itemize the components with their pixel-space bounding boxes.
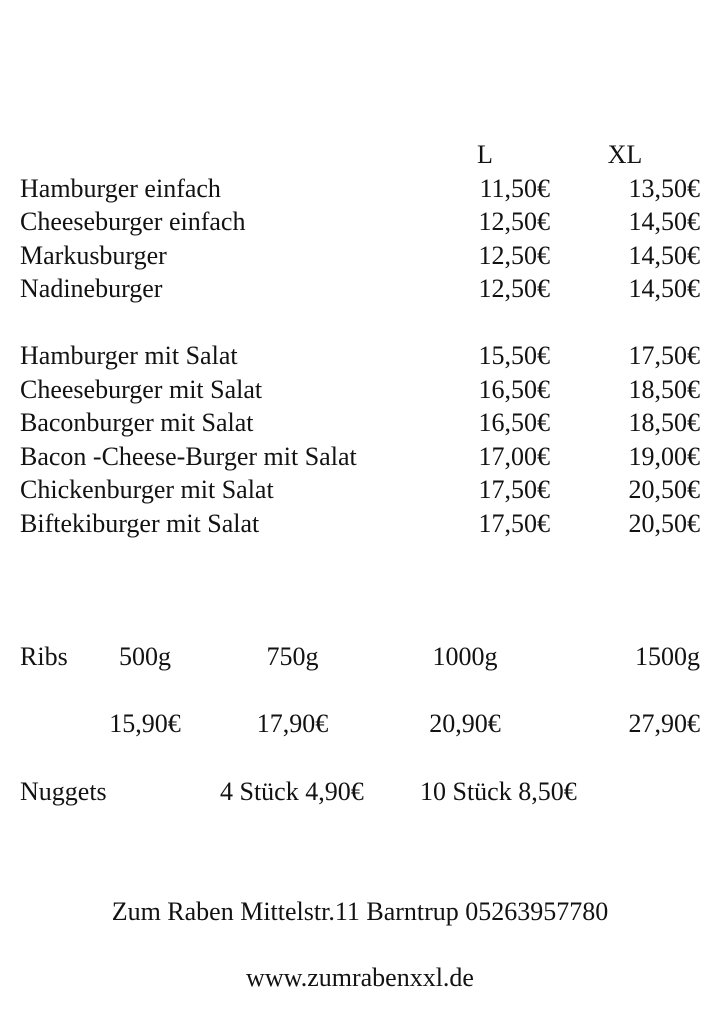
item-price-xl: 20,50€ — [628, 508, 700, 538]
ribs-price: 20,90€ — [429, 708, 501, 738]
table-row — [20, 373, 700, 407]
ribs-size: 750g — [266, 642, 319, 671]
item-price-l: 12,50€ — [478, 207, 550, 236]
ribs-size: 1000g — [432, 642, 498, 671]
item-price-l: 11,50€ — [479, 173, 550, 203]
item-price-l: 16,50€ — [478, 408, 550, 437]
table-header-row — [20, 138, 700, 172]
item-price-l: 17,50€ — [478, 508, 550, 538]
item-price-xl: 14,50€ — [628, 274, 700, 303]
table-row — [20, 239, 700, 273]
item-price-xl: 20,50€ — [628, 475, 700, 504]
item-name: Baconburger mit Salat — [20, 408, 254, 437]
table-row — [20, 339, 700, 373]
item-price-l: 17,50€ — [478, 475, 550, 504]
ribs-size: 1500g — [635, 642, 700, 671]
item-price-xl: 18,50€ — [628, 374, 700, 404]
nuggets-section — [20, 775, 700, 809]
column-header-xl: XL — [607, 140, 643, 169]
table-row — [20, 172, 700, 206]
item-name: Hamburger einfach — [20, 173, 221, 203]
ribs-price: 17,90€ — [256, 708, 329, 738]
restaurant-website: www.zumrabenxxl.de — [246, 963, 474, 992]
ribs-prices-empty-cell — [20, 707, 80, 741]
item-price-xl: 19,00€ — [628, 441, 700, 471]
item-name: Markusburger — [20, 240, 167, 270]
item-name: Biftekiburger mit Salat — [20, 508, 260, 538]
ribs-price: 27,90€ — [628, 708, 700, 738]
ribs-size: 500g — [119, 642, 171, 671]
item-name: Hamburger mit Salat — [20, 341, 238, 370]
item-price-l: 12,50€ — [478, 240, 550, 270]
item-price-l: 17,00€ — [478, 441, 550, 471]
item-price-l: 15,50€ — [478, 341, 550, 370]
nuggets-option: 4 Stück 4,90€ — [220, 777, 364, 806]
table-row — [20, 473, 700, 507]
item-price-l: 16,50€ — [478, 374, 550, 404]
table-row — [20, 205, 700, 239]
nuggets-option: 10 Stück 8,50€ — [420, 777, 577, 806]
item-price-xl: 13,50€ — [628, 173, 700, 203]
item-price-xl: 14,50€ — [628, 240, 700, 270]
table-row — [20, 440, 700, 474]
burger-price-table — [20, 138, 700, 540]
item-name: Cheeseburger mit Salat — [20, 374, 263, 404]
header-empty-cell — [20, 138, 420, 172]
nuggets-label: Nuggets — [20, 777, 107, 806]
table-row — [20, 272, 700, 306]
item-name: Cheeseburger einfach — [20, 207, 246, 236]
item-name: Bacon -Cheese-Burger mit Salat — [20, 441, 357, 471]
ribs-section — [20, 640, 700, 740]
item-price-xl: 14,50€ — [628, 207, 700, 236]
ribs-prices-row — [20, 707, 700, 741]
table-row — [20, 406, 700, 440]
ribs-sizes-row — [20, 640, 700, 674]
restaurant-address: Zum Raben Mittelstr.11 Barntrup 05263957780 — [111, 896, 609, 926]
group-spacer — [20, 306, 700, 340]
ribs-price: 15,90€ — [109, 708, 181, 738]
item-price-l: 12,50€ — [478, 274, 550, 303]
table-row — [20, 507, 700, 541]
item-price-xl: 17,50€ — [628, 341, 700, 370]
item-name: Chickenburger mit Salat — [20, 475, 274, 504]
column-header-l: L — [477, 140, 493, 169]
item-price-xl: 18,50€ — [628, 408, 700, 437]
item-name: Nadineburger — [20, 274, 163, 303]
ribs-label: Ribs — [20, 642, 68, 671]
